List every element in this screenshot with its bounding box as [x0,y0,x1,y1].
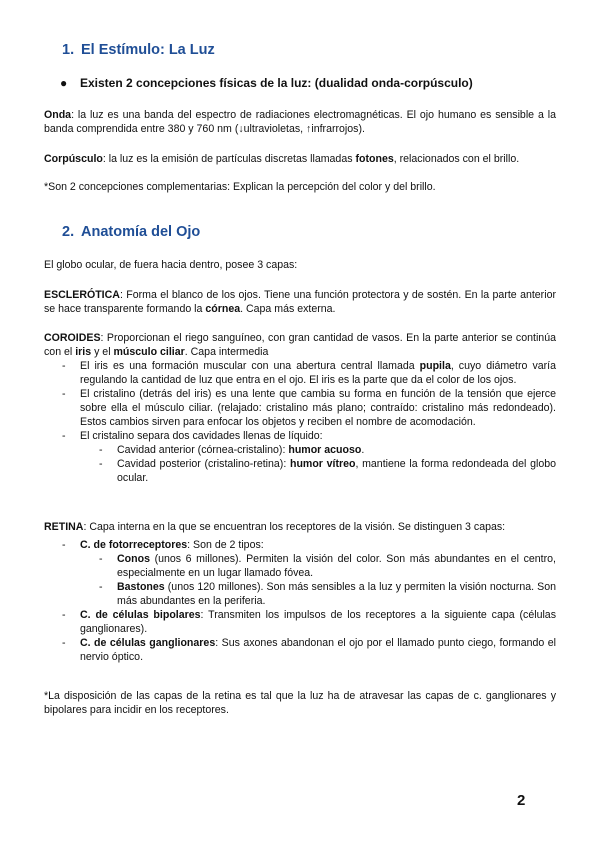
bold-term: humor acuoso [288,444,362,456]
text-segment: , cuyo diámetro varía regulando la cantidad de luz que entra en el ojo. El iris es la parte que da el color de los ojos. [80,360,556,386]
section-2-heading [62,224,200,240]
text-segment: *La disposición de las capas de la retina es tal que la luz ha de atravesar las capas de c. ganglionares y bipolares para incidir en los receptores. [44,690,556,716]
text-segment: (unos 6 millones). Permiten la visión del color. Son más abundantes en el centro, especialmente en un lugar llamado fóvea. [117,553,556,579]
text-segment: Cavidad posterior (cristalino-retina): [117,458,290,470]
bold-term: Corpúsculo [44,153,103,165]
bold-term: Onda [44,109,72,121]
coroides-block [44,331,556,485]
sublist [80,552,556,608]
retina-list [44,538,556,664]
heading-number: 2. [62,224,75,240]
list-item [44,359,556,387]
text-segment: : Capa interna en la que se encuentran los receptores de la visión. Se distinguen 3 capas: [83,521,506,533]
heading-number: 1. [62,42,75,58]
heading-title: Anatomía del Ojo [81,224,201,240]
text-segment: : Proporcionan el riego sanguíneo, con gran cantidad de vasos. En la parte anterior se continúa con el [44,332,556,358]
list-item [80,443,556,457]
text-segment: (unos 120 millones). Son más sensibles a la luz y permiten la visión nocturna. Son más abundantes en la periferia. [117,581,556,607]
text-segment: El globo ocular, de fuera hacia dentro, posee 3 capas: [44,259,298,271]
list-item [80,552,556,580]
note-paragraph [44,180,556,194]
text-segment: . Capa más externa. [240,303,336,315]
heading-title: El Estímulo: La Luz [81,42,215,58]
coroides-list [44,359,556,485]
page-number: 2 [517,792,526,809]
list-item [44,538,556,608]
list-item-text [80,429,556,443]
text-segment: . [361,444,365,456]
coroides-paragraph [44,331,556,359]
bullet-icon: ● [60,76,68,90]
esclerotica-paragraph [44,288,556,316]
text-segment: , mantiene la forma redondeada del globo ocular. [117,458,557,484]
text-segment: , relacionados con el brillo. [393,153,520,165]
list-item [44,429,556,485]
text-segment: . Capa intermedia [184,346,269,358]
text-segment: : la luz es una banda del espectro de radiaciones electromagnéticas. El ojo humano es sensible a la banda comprendida entre 380 y 760 nm (↓ultravioletas, ↑infrarrojos). [44,109,556,135]
bold-term: C. de fotorreceptores [80,539,188,551]
text-segment: El cristalino separa dos cavidades llenas de líquido: [80,430,323,442]
text-segment: : la luz es la emisión de partículas discretas llamadas [102,153,356,165]
bold-term: Conos [117,553,150,565]
text-segment: : Forma el blanco de los ojos. Tiene una función protectora y de sostén. En la parte anterior se hace transparente formando la [44,289,556,315]
bold-term: córnea [205,303,241,315]
list-item [80,580,556,608]
text-segment: : Sus axones abandonan el ojo por el llamado punto ciego, formando el nervio óptico. [80,637,556,663]
retina-note [44,689,556,717]
text-segment: El cristalino (detrás del iris) es una lente que cambia su forma en función de la tensión que ejerce sobre ella el músculo ciliar. (relajado: cristalino más plano; contraído: cristalino más redondeado). Estos cambios sirven para enfocar los objetos y reciben el nombre de acomodación. [80,388,556,428]
list-item-text [80,538,556,552]
bold-term: fotones [355,153,394,165]
globo-paragraph [44,258,556,272]
bold-term: Bastones [117,581,165,593]
corpusculo-paragraph [44,152,556,166]
bold-term: humor vítreo [289,458,356,470]
bullet-text: Existen 2 concepciones físicas de la luz: (dualidad onda-corpúsculo) [80,76,473,90]
text-segment: El iris es una formación muscular con una abertura central llamada [80,360,420,372]
retina-paragraph [44,520,556,534]
bold-term: iris [75,346,92,358]
section-1-heading [62,42,215,58]
section-1-bullet [60,76,473,90]
bold-term: C. de células bipolares [80,609,201,621]
list-item [44,608,556,636]
bold-term: pupila [419,360,451,372]
text-segment: y el [91,346,114,358]
bold-term: RETINA [44,521,84,533]
list-item [80,457,556,485]
bold-term: ESCLERÓTICA [44,289,120,301]
onda-paragraph [44,108,556,136]
bold-term: COROIDES [44,332,101,344]
sublist [80,443,556,485]
list-item [44,636,556,664]
bold-term: C. de células ganglionares [80,637,216,649]
text-segment: *Son 2 concepciones complementarias: Explican la percepción del color y del brillo. [44,181,436,193]
retina-block [44,520,556,664]
bold-term: músculo ciliar [113,346,185,358]
text-segment: : Transmiten los impulsos de los receptores a la siguiente capa (células ganglionares). [80,609,556,635]
list-item [44,387,556,429]
text-segment: Cavidad anterior (córnea-cristalino): [117,444,289,456]
text-segment: : Son de 2 tipos: [187,539,264,551]
